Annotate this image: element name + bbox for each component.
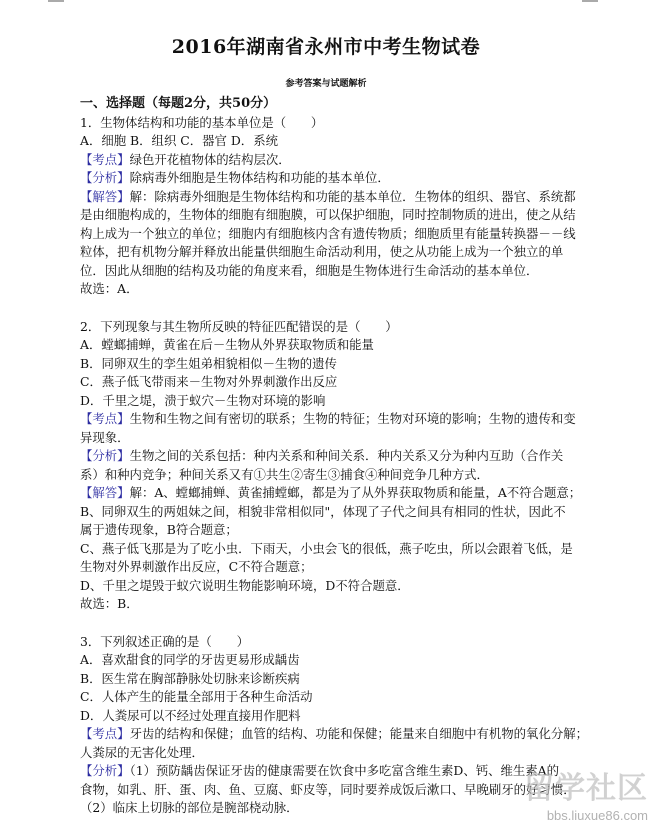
label-tag: 【解答】 <box>80 485 130 500</box>
text-line <box>80 577 585 596</box>
text-line <box>80 188 585 207</box>
line-text: （1）预防龋齿保证牙齿的健康需要在饮食中多吃富含维生素D、钙、维生素A的 <box>129 763 560 778</box>
text-line <box>80 688 585 707</box>
text-line <box>80 503 585 522</box>
text-line <box>80 169 585 188</box>
text-line <box>80 355 585 374</box>
line-text: A．细胞 B．组织 C．器官 D．系统 <box>80 133 278 148</box>
text-line <box>80 243 585 262</box>
line-text: 异现象． <box>80 429 130 445</box>
line-text: 牙齿的结构和保健；血管的结构、功能和保健；能量来自细胞中有机物的氧化分解； <box>129 726 589 741</box>
text-line <box>80 651 585 670</box>
line-text: 绿色开花植物体的结构层次． <box>129 151 291 167</box>
text-line <box>80 132 585 151</box>
document-subtitle: 参考答案与试题解析 <box>285 79 367 89</box>
line-text: 除病毒外细胞是生物体结构和功能的基本单位． <box>129 170 390 185</box>
line-text: 构上成为一个独立的单位；细胞内有细胞核内含有遗传物质；细胞质里有能量转换器－－线 <box>80 225 576 241</box>
watermark-url: bbs.liuxue86.com <box>546 808 648 823</box>
text-line <box>80 429 585 448</box>
label-tag: 【分析】 <box>80 763 130 778</box>
text-line <box>80 410 585 429</box>
text-line <box>80 392 585 411</box>
question-2 <box>80 318 585 614</box>
label-tag: 【解答】 <box>80 188 130 204</box>
label-tag: 【考点】 <box>80 151 130 167</box>
line-text: 是由细胞构成的，生物体的细胞有细胞膜，可以保护细胞，同时控制物质的进出，使之从结 <box>80 207 576 222</box>
text-line <box>80 670 585 689</box>
line-text: C．燕子低飞带雨来－生物对外界刺激作出反应 <box>80 374 338 389</box>
line-text: 1．生物体结构和功能的基本单位是（ ） <box>80 114 324 130</box>
text-line <box>80 206 585 225</box>
text-line <box>80 540 585 559</box>
line-text: 生物和生物之间有密切的联系；生物的特征；生物对环境的影响；生物的遗传和变 <box>129 411 576 426</box>
line-text: （2）临床上切脉的部位是腕部桡动脉． <box>80 800 299 815</box>
line-text: 位．因此从细胞的结构及功能的角度来看，细胞是生物体进行生命活动的基本单位． <box>80 262 539 278</box>
text-line <box>80 225 585 244</box>
label-tag: 【考点】 <box>80 411 130 426</box>
line-text: 属于遗传现象，B符合题意； <box>80 522 238 537</box>
label-tag: 【考点】 <box>80 726 130 741</box>
text-line <box>80 744 585 763</box>
text-line <box>80 336 585 355</box>
question-gap <box>80 614 585 633</box>
text-line <box>80 484 585 503</box>
question-1 <box>80 114 585 299</box>
label-tag: 【分析】 <box>80 448 130 463</box>
line-text: A．螳螂捕蝉，黄雀在后－生物从外界获取物质和能量 <box>80 337 374 352</box>
document-title: 2016年湖南省永州市中考生物试卷 <box>171 36 481 58</box>
line-text: 故选：B． <box>80 596 139 611</box>
text-line <box>80 521 585 540</box>
text-line <box>80 318 585 337</box>
text-line <box>80 707 585 726</box>
text-line <box>80 447 585 466</box>
section-heading: 一、选择题（每题2分，共50分） <box>80 96 277 111</box>
label-tag: 【分析】 <box>80 170 130 185</box>
text-line <box>80 466 585 485</box>
line-text: 生物之间的关系包括：种内关系和种间关系．种内关系又分为种内互助（合作关 <box>129 448 564 463</box>
page-corner-mark-right <box>582 0 598 2</box>
text-line <box>80 725 589 744</box>
question-gap <box>80 299 585 318</box>
line-text: B．医生常在胸部静脉处切脉来诊断疾病 <box>80 670 300 686</box>
line-text: 系）和种内竞争；种间关系又有①共生②寄生③捕食④种间竞争几种方式． <box>80 466 489 482</box>
line-text: 解：A、螳螂捕蝉、黄雀捕螳螂，都是为了从外界获取物质和能量，A不符合题意； <box>129 485 582 500</box>
line-text: 食物，如乳、肝、蛋、肉、鱼、豆腐、虾皮等，同时要养成饭后漱口、早晚刷牙的好习惯． <box>80 781 576 797</box>
line-text: 3．下列叙述正确的是（ ） <box>80 633 249 649</box>
line-text: 2．下列现象与其生物所反映的特征匹配错误的是（ ） <box>80 318 398 334</box>
watermark-logo: 留学社区 <box>524 772 648 805</box>
line-text: 解：除病毒外细胞是生物体结构和功能的基本单位．生物体的组织、器官、系统都 <box>129 188 576 204</box>
text-line <box>80 595 585 614</box>
line-text: D．千里之堤，溃于蚁穴－生物对环境的影响 <box>80 392 326 408</box>
text-line <box>80 151 585 170</box>
line-text: D．人粪尿可以不经过处理直接用作肥料 <box>80 707 301 723</box>
line-text: D、千里之堤毁于蚁穴说明生物能影响环境，D不符合题意． <box>80 577 410 593</box>
text-line <box>80 114 585 133</box>
line-text: A．喜欢甜食的同学的牙齿更易形成龋齿 <box>80 652 300 667</box>
page-corner-mark-left <box>48 0 64 2</box>
line-text: B、同卵双生的两姐妹之间，相貌非常相似同"，体现了子代之间具有相同的性状，因此不 <box>80 503 566 519</box>
line-text: 粒体，把有机物分解并释放出能量供细胞生命活动利用，使之从功能上成为一个独立的单 <box>80 244 564 259</box>
text-line <box>80 262 585 281</box>
line-text: 人粪尿的无害化处理． <box>80 744 204 760</box>
text-line <box>80 373 585 392</box>
text-line <box>80 558 585 577</box>
watermark <box>498 770 648 830</box>
line-text: 故选：A． <box>80 281 139 296</box>
line-text: B．同卵双生的孪生姐弟相貌相似－生物的遗传 <box>80 355 337 371</box>
text-line <box>80 633 585 652</box>
text-line <box>80 280 585 299</box>
line-text: 生物对外界刺激作出反应，C不符合题意； <box>80 559 313 574</box>
line-text: C、燕子低飞那是为了吃小虫．下雨天，小虫会飞的很低，燕子吃虫，所以会跟着飞低，是 <box>80 540 573 556</box>
line-text: C．人体产生的能量全部用于各种生命活动 <box>80 689 313 704</box>
